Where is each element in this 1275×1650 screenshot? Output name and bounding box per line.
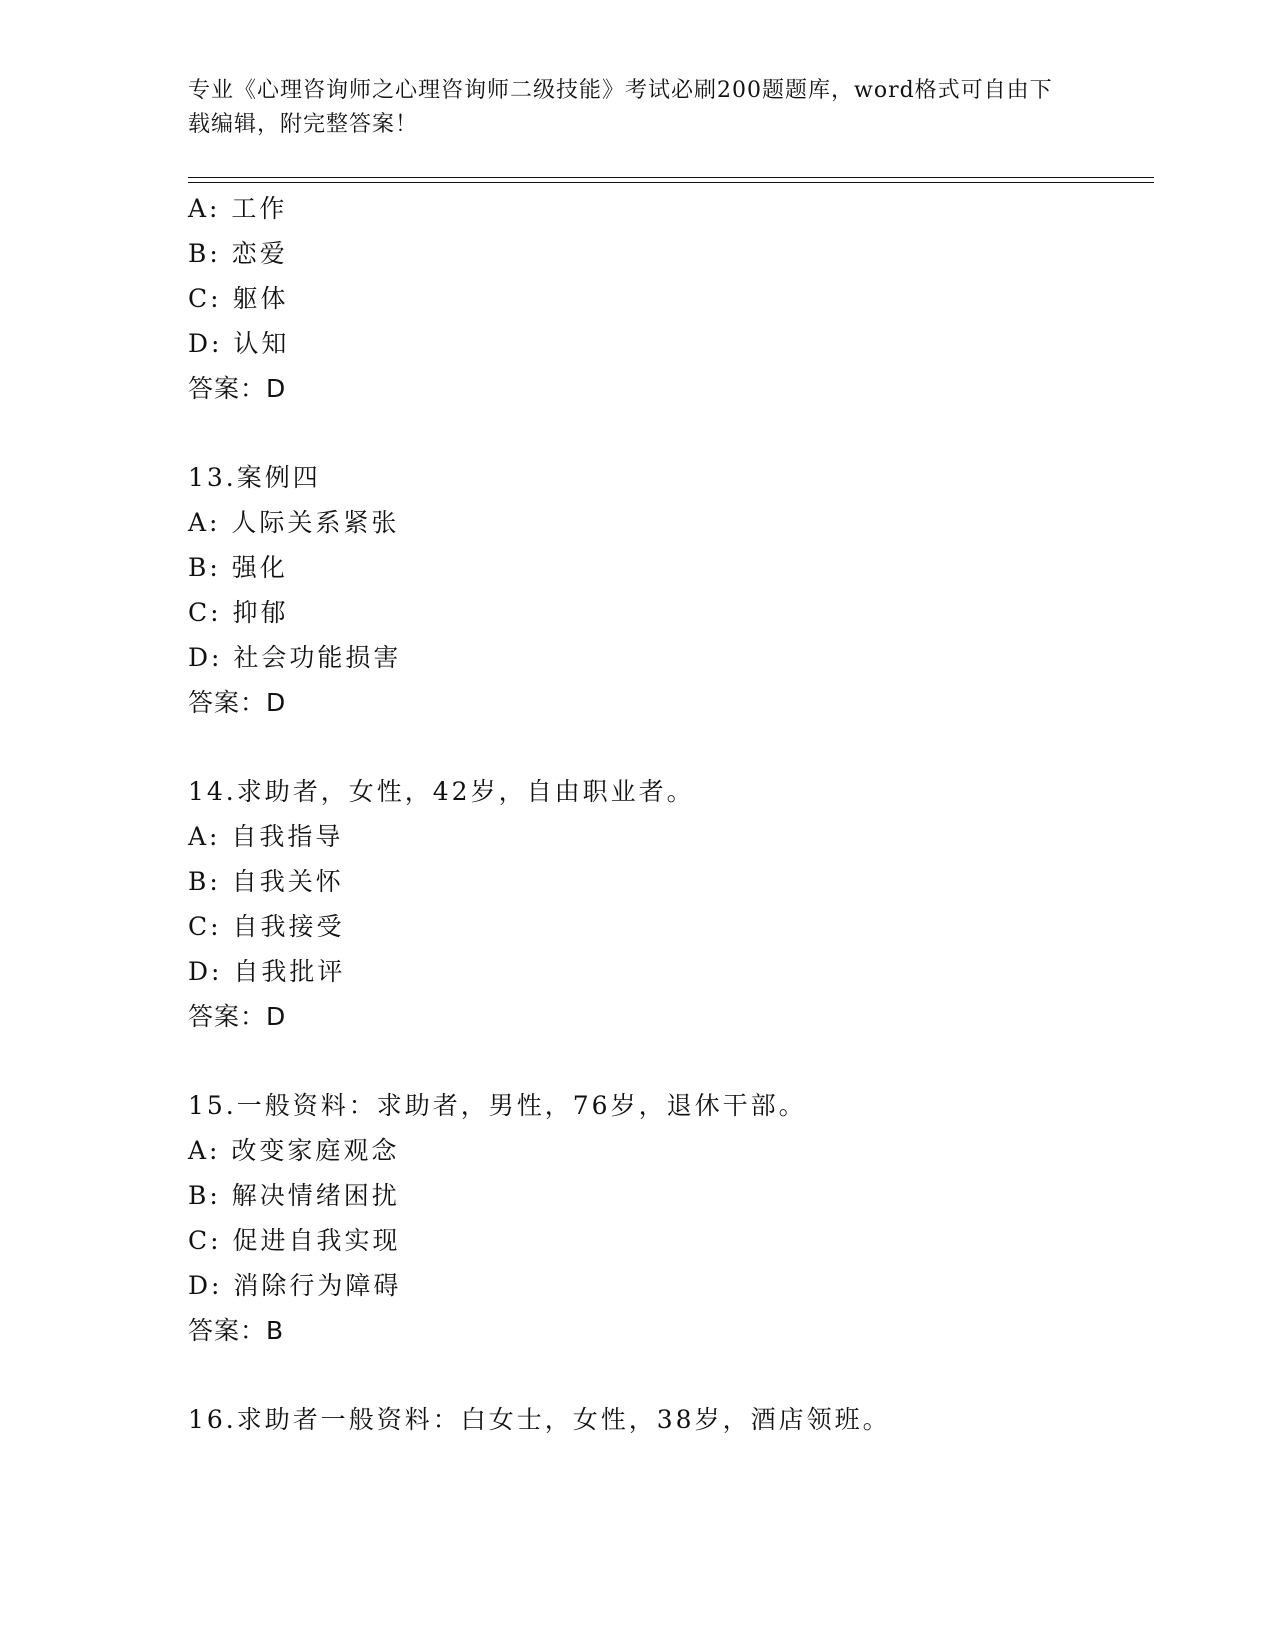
document-intro: 专业《心理咨询师之心理咨询师二级技能》考试必刷200题题库，word格式可自由下载编辑，附完整答案！ bbox=[188, 78, 1053, 137]
option-c: C: 促进自我实现 bbox=[188, 1226, 401, 1255]
question-stem: 14.求助者，女性，42岁，自由职业者。 bbox=[188, 777, 695, 806]
option-b: B: 自我关怀 bbox=[188, 867, 344, 896]
option-b: B: 恋爱 bbox=[188, 239, 288, 268]
option-d: D: 认知 bbox=[188, 329, 290, 358]
answer-line: 答案：D bbox=[188, 1002, 287, 1031]
header-divider-bottom bbox=[188, 182, 1154, 183]
option-d: D: 社会功能损害 bbox=[188, 643, 402, 672]
option-c: C: 自我接受 bbox=[188, 912, 345, 941]
question-stem: 15.一般资料：求助者，男性，76岁，退休干部。 bbox=[188, 1091, 807, 1120]
question-stem: 13.案例四 bbox=[188, 463, 321, 492]
option-b: B: 强化 bbox=[188, 553, 288, 582]
answer-line: 答案：D bbox=[188, 688, 287, 717]
option-c: C: 抑郁 bbox=[188, 598, 289, 627]
question-stem: 16.求助者一般资料：白女士，女性，38岁，酒店领班。 bbox=[188, 1405, 891, 1434]
answer-line: 答案：D bbox=[188, 374, 287, 403]
option-d: D: 自我批评 bbox=[188, 957, 346, 986]
answer-line: 答案：B bbox=[188, 1316, 285, 1345]
option-b: B: 解决情绪困扰 bbox=[188, 1181, 400, 1210]
option-a: A: 自我指导 bbox=[188, 822, 344, 851]
option-c: C: 躯体 bbox=[188, 284, 289, 313]
option-a: A: 改变家庭观念 bbox=[188, 1136, 400, 1165]
option-a: A: 工作 bbox=[188, 194, 288, 223]
option-d: D: 消除行为障碍 bbox=[188, 1271, 402, 1300]
header-divider-top bbox=[188, 177, 1154, 178]
option-a: A: 人际关系紧张 bbox=[188, 508, 400, 537]
